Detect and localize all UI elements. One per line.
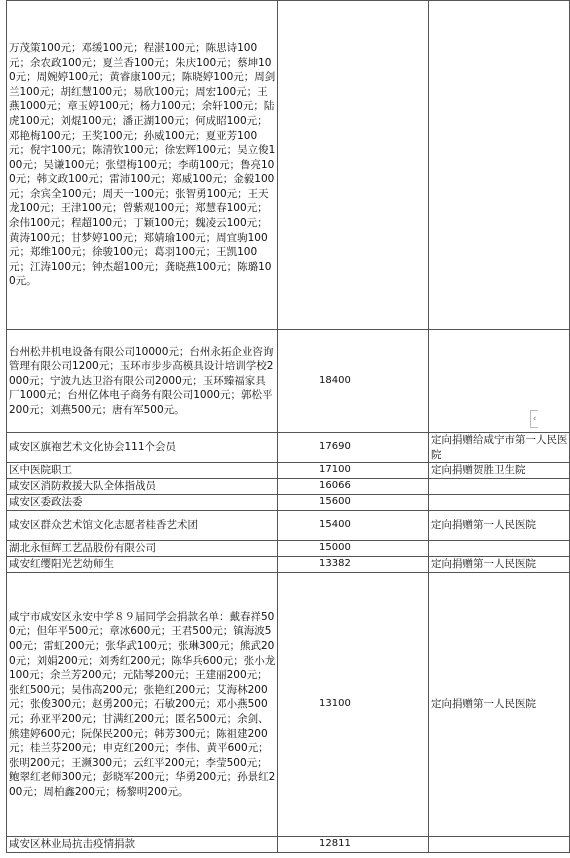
- amount-cell: 18400: [278, 330, 429, 433]
- table-row: [7, 495, 570, 511]
- donor-names-cell: 咸安区消防救援大队全体指战员: [7, 479, 278, 495]
- note-cell: [429, 495, 570, 511]
- note-cell: [429, 330, 570, 433]
- table-row: [7, 433, 570, 463]
- amount-cell: 12811: [278, 837, 429, 853]
- side-collapse-handle[interactable]: ‹: [530, 410, 538, 428]
- amount-cell: 17100: [278, 463, 429, 479]
- note-cell: [429, 1, 570, 330]
- amount-cell: 15000: [278, 541, 429, 557]
- note-cell: 定向捐赠第一人民医院: [429, 573, 570, 837]
- donor-names-cell: 咸安区委政法委: [7, 495, 278, 511]
- donor-names-cell: 咸安红缨阳光艺幼师生: [7, 557, 278, 573]
- note-cell: [429, 479, 570, 495]
- table-row: [7, 479, 570, 495]
- amount-cell: 15400: [278, 511, 429, 541]
- table-row: [7, 837, 570, 853]
- note-cell: 定向捐赠贺胜卫生院: [429, 463, 570, 479]
- donor-names-cell: 区中医院职工: [7, 463, 278, 479]
- donation-table: [6, 0, 570, 853]
- note-cell: 定向捐赠给咸宁市第一人民医院: [429, 433, 570, 463]
- table-row: [7, 330, 570, 433]
- table-row: [7, 1, 570, 330]
- note-cell: [429, 541, 570, 557]
- amount-cell: 13382: [278, 557, 429, 573]
- amount-cell: 16066: [278, 479, 429, 495]
- amount-cell: 17690: [278, 433, 429, 463]
- donor-names-cell: 万茂策100元；邓缓100元；程湛100元；陈思诗100元；余农政100元；夏兰香100元；朱庆100元；蔡坤100元；周婉婷100元；黄睿康100元；陈晓婷100元；周剑兰100元；胡红慧100元；易欣100元；周宏100元；王燕1000元；章玉婷100元；杨力100元；余轩100元；陆虎100元；刘焜100元；潘正湖100元；何成昭100元；邓艳梅100元；王奖100元；孙威100元；夏亚芳100元；倪宇100元；陈清钦100元；徐宏辉100元；吴立俊100元；吴谦100元；张望梅100元；李萌100元；鲁亮100元；韩文政100元；雷沛100元；郑威100元；金毅100元；余宾全100元；周天一100元；张智勇100元；王天龙100元；王津100元；曾紫观100元；郑慧春100元；余伟100元；程超100元；丁颖100元；魏凌云100元；黄涛100元；甘梦婷100元；郑婧瑜100元；周宜驹100元；郑维100元；徐骏100元；葛羽100元；王凯100元；江涛100元；钟杰超100元；龚晓燕100元；陈璐100元。: [7, 1, 278, 330]
- note-cell: 定向捐赠第一人民医院: [429, 557, 570, 573]
- note-cell: 定向捐赠第一人民医院: [429, 511, 570, 541]
- donor-names-cell: 咸宁市咸安区永安中学８９届同学会捐款名单：戴春祥500元；但年平500元；章冰600元；王君500元；镇海波500元；雷虹200元；张华武100元；张琳300元；熊武200元；刘娟200元；刘秀红200元；陈华兵600元；张小龙100元；余兰芳200元；元陆琴200元；王建丽200元；张红500元；吴伟高200元；张艳红200元；艾海林200元；张俊300元；赵勇200元；石敏200元；邓小燕500元；孙亚平200元；甘满红200元；匿名500元；余剑、熊建婷600元；阮保民200元；韩芳300元；陈祖建200元；桂兰芬200元；申克红200元；李伟、黄平600元；张明200元；王濒300元；云红平200元；李莹500元；鲍翠红老师300元；彭晓军200元；华勇200元；孙景红200元；周柏鑫200元；杨黎明200元。: [7, 573, 278, 837]
- amount-cell: [278, 1, 429, 330]
- amount-cell: 13100: [278, 573, 429, 837]
- table-row: [7, 463, 570, 479]
- donor-names-cell: 咸安区林业局抗击疫情捐款: [7, 837, 278, 853]
- table-row: [7, 573, 570, 837]
- table-row: [7, 557, 570, 573]
- donor-names-cell: 咸安区群众艺术馆文化志愿者桂香艺术团: [7, 511, 278, 541]
- donor-names-cell: 咸安区旗袍艺术文化协会111个会员: [7, 433, 278, 463]
- table-row: [7, 511, 570, 541]
- amount-cell: 15600: [278, 495, 429, 511]
- note-cell: [429, 837, 570, 853]
- donor-names-cell: 台州松井机电设备有限公司10000元；台州永拓企业咨询管理有限公司1200元；玉环市步步高模具设计培训学校2000元；宁波九达卫浴有限公司2000元；玉环臻福家具厂1000元；台州亿体电子商务有限公司1000元；郭松平200元；刘燕500元；唐有军500元。: [7, 330, 278, 433]
- table-row: [7, 541, 570, 557]
- donor-names-cell: 湖北永恒辉工艺品股份有限公司: [7, 541, 278, 557]
